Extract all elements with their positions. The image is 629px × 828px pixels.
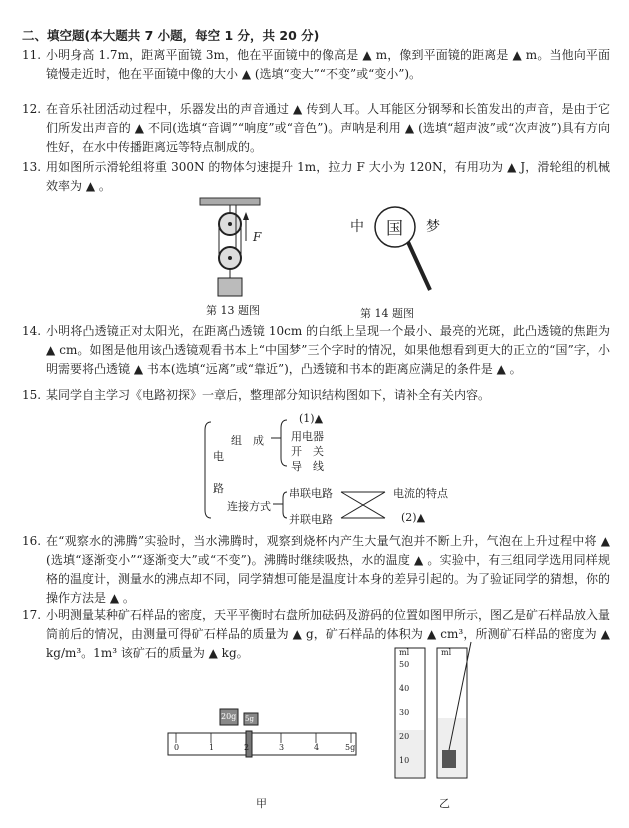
branch-connection: 连接方式 [227, 500, 271, 513]
mark-50: 50 [399, 660, 410, 669]
question-text: 在“观察水的沸腾”实验时，当水沸腾时，观察到烧杯内产生大量气泡并不断上升，气泡在上升过程中将 ▲ (选填“逐渐变小”“逐渐变大”或“不变”)。沸腾时继续吸热，水的温度 ▲ 。实验中，有三组同学选用同样规格的温度计，测量水的沸点却不同，同学猜想可能是温度计本身的差异引起的。为了验证同学的猜想，你的操作方法是 ▲ 。 [46, 534, 611, 605]
question-number: 12. [22, 102, 42, 116]
question-text: 小明身高 1.7m，距离平面镜 3m，他在平面镜中的像高是 ▲ m，像到平面镜的距离是 ▲ m。当他向平面镜慢走近时，他在平面镜中像的大小 ▲ (选填“变大”“不变”或“变小”)。 [46, 48, 610, 81]
scale-0: 0 [174, 743, 180, 752]
weight-5g: 5g [245, 715, 254, 723]
question-number: 16. [22, 534, 42, 548]
scale-2: 2 [244, 743, 250, 752]
char-meng: 梦 [426, 219, 440, 235]
force-label: F [253, 230, 262, 244]
question-13 [22, 158, 610, 196]
question-text: 小明测量某种矿石样品的密度，天平平衡时右盘所加砝码及游码的位置如图甲所示，图乙是矿石样品放入量筒前后的情况，由测量可得矿石样品的质量为 ▲ g，矿石样品的体积为 ▲ cm³，所测矿石样品的密度为 ▲ kg/m³。1m³ 该矿石的质量为 ▲ kg。 [46, 608, 611, 660]
mark-10: 10 [399, 756, 410, 765]
scale-1: 1 [209, 743, 215, 752]
char-guo: 国 [386, 219, 403, 239]
question-number: 15. [22, 388, 42, 402]
question-12 [22, 100, 610, 157]
parallel-circuit: 并联电路 [289, 513, 333, 526]
figure-caption: 第 13 题图 [206, 304, 260, 317]
question-number: 17. [22, 608, 42, 622]
question-number: 13. [22, 160, 42, 174]
cylinder-unit-2: ml [441, 648, 452, 657]
figure-caption: 甲 [256, 797, 267, 810]
question-17 [22, 606, 610, 663]
scale-4: 4 [314, 743, 320, 752]
question-number: 14. [22, 324, 42, 338]
mark-30: 30 [399, 708, 410, 717]
item-wire: 导 线 [291, 460, 324, 473]
question-text: 在音乐社团活动过程中，乐器发出的声音通过 ▲ 传到人耳。人耳能区分钢琴和长笛发出的声音，是由于它们所发出声音的 ▲ 不同(选填“音调”“响度”或“音色”)。声呐是利用 ▲ (选填“超声波”或“次声波”)具有方向性好，在水中传播距离远等特点制成的。 [46, 102, 610, 154]
question-text: 小明将凸透镜正对太阳光，在距离凸透镜 10cm 的白纸上呈现一个最小、最亮的光斑，此凸透镜的焦距为 ▲ cm。如图是他用该凸透镜观看书本上“中国梦”三个字时的情况，如果他想看到更大的正立的“国”字，小明需要将凸透镜 ▲ 书本(选填“远离”或“靠近”)，凸透镜和书本的距离应满足的条件是 ▲ 。 [46, 324, 610, 376]
figure-14 [350, 202, 460, 322]
figure-15 [187, 410, 487, 530]
pulley-diagram [192, 196, 292, 301]
item-switch: 开 关 [291, 445, 324, 458]
char-zhong: 中 [350, 219, 364, 235]
question-15 [22, 386, 610, 405]
feature-current: 电流的特点 [393, 487, 448, 500]
balance-diagram [162, 695, 362, 765]
question-14 [22, 322, 610, 379]
figure-caption: 乙 [439, 797, 450, 810]
mark-40: 40 [399, 684, 410, 693]
section-title: 二、填空题(本大题共 7 小题，每空 1 分，共 20 分) [22, 28, 320, 43]
mark-20: 20 [399, 732, 410, 741]
blank-1: (1)▲ [299, 412, 324, 425]
scale-5g: 5g [345, 743, 356, 752]
question-16 [22, 532, 610, 608]
figure-17-a [162, 695, 362, 820]
scale-3: 3 [279, 743, 285, 752]
question-text: 某同学自主学习《电路初探》一章后，整理部分知识结构图如下，请补全有关内容。 [46, 388, 491, 402]
figure-17-b [387, 640, 507, 825]
root-char-1: 电 [213, 450, 224, 463]
question-text: 用如图所示滑轮组将重 300N 的物体匀速提升 1m，拉力 F 大小为 120N，有用功为 ▲ J，滑轮组的机械效率为 ▲ 。 [46, 160, 610, 193]
question-11 [22, 46, 610, 84]
branch-composition: 组 成 [231, 434, 264, 447]
question-number: 11. [22, 48, 42, 62]
series-circuit: 串联电路 [289, 487, 333, 500]
weight-20g: 20g [221, 712, 237, 721]
cylinder-unit-1: ml [399, 648, 410, 657]
blank-2: (2)▲ [401, 511, 426, 524]
item-appliance: 用电器 [291, 430, 324, 443]
figure-13 [192, 196, 292, 321]
figure-caption: 第 14 题图 [360, 307, 414, 320]
magnifier-diagram [350, 202, 460, 302]
root-char-2: 路 [213, 482, 224, 495]
